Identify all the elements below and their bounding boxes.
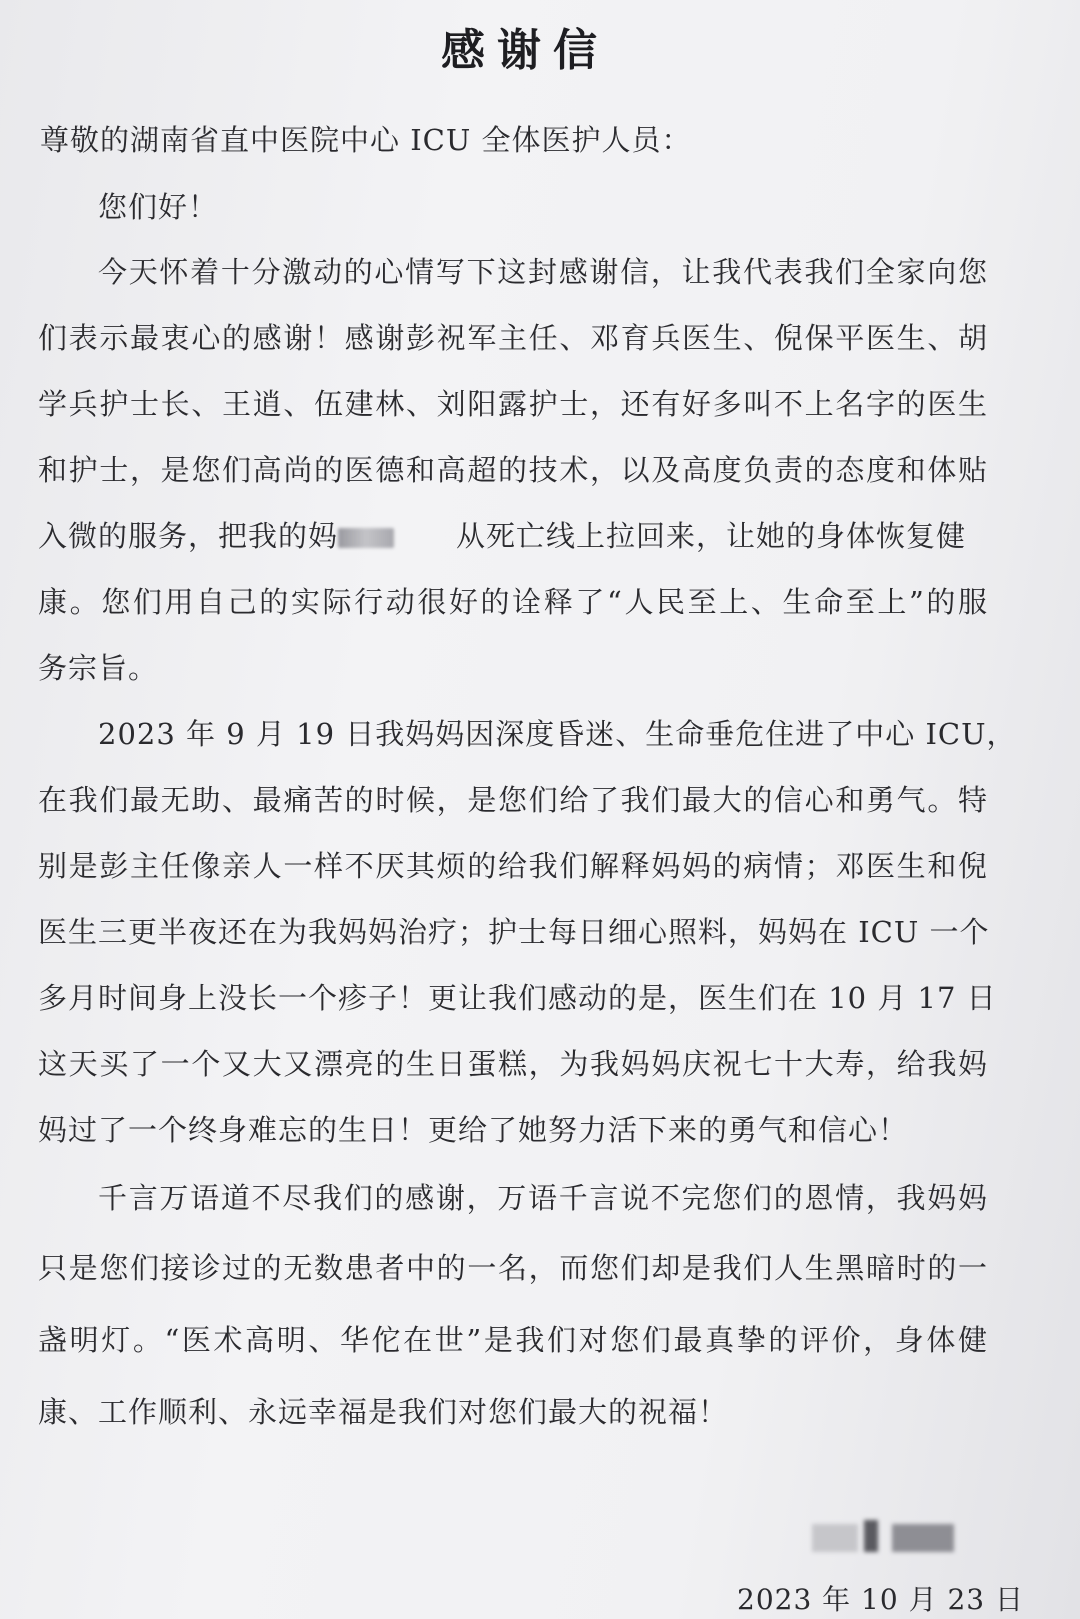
paragraph-3-line: 盏明灯。“医术高明、华佗在世”是我们对您们最真挚的评价，身体健 <box>38 1323 988 1357</box>
paragraph-1-line: 和护士，是您们高尚的医德和高超的技术，以及高度负责的态度和体贴 <box>38 453 988 487</box>
paragraph-2-line: 多月时间身上没长一个疹子！更让我们感动的是，医生们在 10 月 17 日 <box>38 981 997 1015</box>
paragraph-2-line: 这天买了一个又大又漂亮的生日蛋糕，为我妈妈庆祝七十大寿，给我妈 <box>38 1047 988 1081</box>
paragraph-2-line: 妈过了一个终身难忘的生日！更给了她努力活下来的勇气和信心！ <box>38 1113 909 1147</box>
paragraph-2-line: 医生三更半夜还在为我妈妈治疗；护士每日细心照料，妈妈在 ICU 一个 <box>38 915 990 949</box>
letter-title: 感谢信 <box>441 25 609 76</box>
redacted-signature <box>812 1518 982 1558</box>
paragraph-1-line: 学兵护士长、王逍、伍建林、刘阳露护士，还有好多叫不上名字的医生 <box>38 387 988 421</box>
paragraph-3-line: 只是您们接诊过的无数患者中的一名，而您们却是我们人生黑暗时的一 <box>38 1251 988 1285</box>
paragraph-3-line: 康、工作顺利、永远幸福是我们对您们最大的祝福！ <box>38 1395 729 1429</box>
paragraph-1-line: 今天怀着十分激动的心情写下这封感谢信，让我代表我们全家向您 <box>98 255 988 289</box>
paragraph-1-redacted-line <box>38 514 966 555</box>
salutation: 尊敬的湖南省直中医院中心 ICU 全体医护人员： <box>40 123 692 157</box>
paragraph-3-line: 千言万语道不尽我们的感谢，万语千言说不完您们的恩情，我妈妈 <box>98 1181 988 1215</box>
redacted-name <box>338 528 394 548</box>
paragraph-2-line: 在我们最无助、最痛苦的时候，是您们给了我们最大的信心和勇气。特 <box>38 783 988 817</box>
letter-date: 2023 年 10 月 23 日 <box>737 1583 1025 1616</box>
paragraph-1-line: 康。您们用自己的实际行动很好的诠释了“人民至上、生命至上”的服 <box>38 585 988 619</box>
text-before-redaction: 入微的服务，把我的妈 <box>38 519 339 553</box>
paragraph-2-line: 别是彭主任像亲人一样不厌其烦的给我们解释妈妈的病情；邓医生和倪 <box>38 849 988 883</box>
text-after-redaction: 从死亡线上拉回来，让她的身体恢复健 <box>456 519 967 553</box>
greeting: 您们好！ <box>98 190 219 224</box>
paragraph-1-line: 们表示最衷心的感谢！感谢彭祝军主任、邓育兵医生、倪保平医生、胡 <box>38 321 988 355</box>
paragraph-2-line: 2023 年 9 月 19 日我妈妈因深度昏迷、生命垂危住进了中心 ICU， <box>98 717 1017 751</box>
paragraph-1-line: 务宗旨。 <box>38 651 159 685</box>
